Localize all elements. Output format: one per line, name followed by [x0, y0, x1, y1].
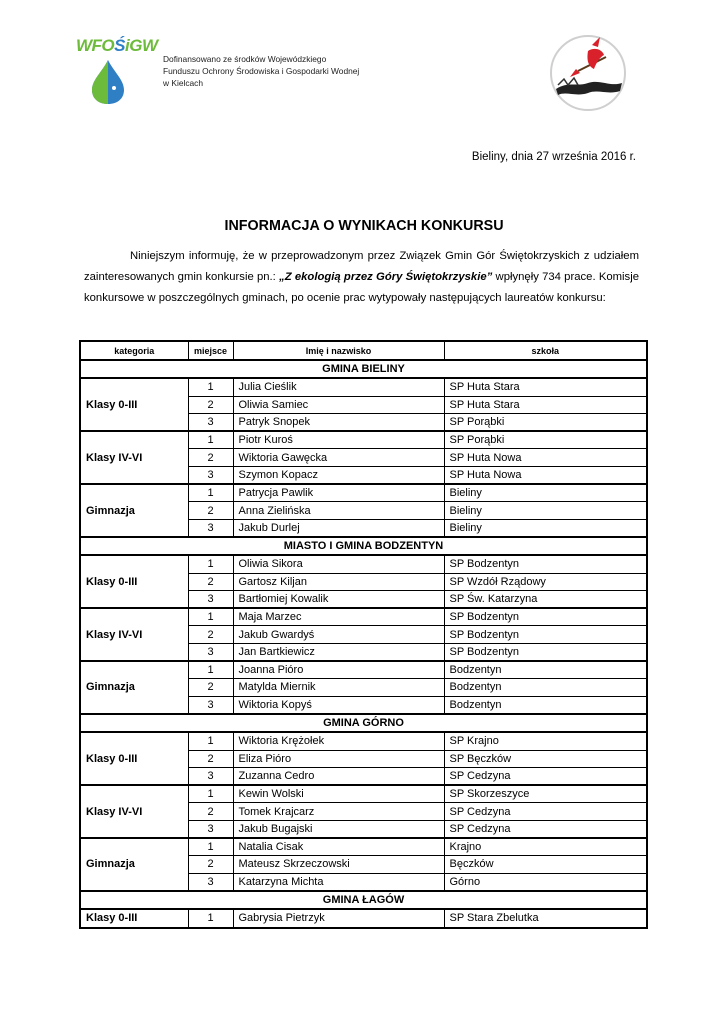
school-cell: Bieliny [444, 502, 647, 519]
section-header [80, 891, 647, 909]
name-cell: Oliwia Sikora [233, 555, 444, 573]
school-cell: SP Bęczków [444, 750, 647, 767]
place-cell: 2 [188, 502, 233, 519]
category-group [80, 378, 647, 431]
category-group [80, 785, 647, 838]
name-cell: Maja Marzec [233, 608, 444, 626]
header-name: Imię i nazwisko [233, 341, 444, 360]
category-group [80, 484, 647, 537]
name-cell: Wiktoria Kopyś [233, 696, 444, 714]
funding-line: Dofinansowano ze środków Wojewódzkiego [163, 54, 327, 64]
place-cell: 1 [188, 909, 233, 927]
category-group [80, 431, 647, 484]
name-cell: Piotr Kuroś [233, 431, 444, 449]
place-cell: 3 [188, 767, 233, 785]
school-cell: Krajno [444, 838, 647, 856]
category-cell: Klasy IV-VI [80, 608, 188, 661]
place-cell: 2 [188, 396, 233, 413]
school-cell: SP Huta Stara [444, 396, 647, 413]
place-cell: 3 [188, 519, 233, 537]
place-cell: 1 [188, 378, 233, 396]
table-row [80, 909, 647, 927]
category-group [80, 732, 647, 785]
name-cell: Gartosz Kiljan [233, 573, 444, 590]
place-cell: 3 [188, 413, 233, 431]
place-cell: 2 [188, 626, 233, 643]
place-cell: 2 [188, 803, 233, 820]
category-group [80, 838, 647, 891]
table-row [80, 484, 647, 502]
intro-text: Niniejszym informuję, że w przeprowadzonym przez Związek Gmin Gór Świętokrzyskich z udziałem zainteresowanych gmin konkursie pn.: [84, 250, 639, 284]
table-header-row [80, 341, 647, 360]
school-cell: SP Porąbki [444, 431, 647, 449]
name-cell: Bartłomiej Kowalik [233, 590, 444, 608]
header-place: miejsce [188, 341, 233, 360]
name-cell: Gabrysia Pietrzyk [233, 909, 444, 927]
category-cell: Klasy 0-III [80, 555, 188, 608]
place-cell: 3 [188, 466, 233, 484]
place-cell: 1 [188, 838, 233, 856]
water-drop-icon [88, 58, 128, 106]
name-cell: Jan Bartkiewicz [233, 643, 444, 661]
place-cell: 2 [188, 449, 233, 466]
school-cell: SP Huta Nowa [444, 466, 647, 484]
name-cell: Wiktoria Gawęcka [233, 449, 444, 466]
name-cell: Patrycja Pawlik [233, 484, 444, 502]
name-cell: Jakub Bugajski [233, 820, 444, 838]
place-cell: 1 [188, 608, 233, 626]
table-row [80, 608, 647, 626]
table-row [80, 378, 647, 396]
school-cell: Bieliny [444, 484, 647, 502]
category-group [80, 909, 647, 927]
category-cell: Gimnazja [80, 661, 188, 714]
school-cell: SP Św. Katarzyna [444, 590, 647, 608]
header-category: kategoria [80, 341, 188, 360]
school-cell: Bieliny [444, 519, 647, 537]
date-line: Bieliny, dnia 27 września 2016 r. [471, 151, 636, 163]
school-cell: SP Krajno [444, 732, 647, 750]
place-cell: 3 [188, 590, 233, 608]
funding-note [163, 53, 393, 89]
results-table [79, 340, 648, 929]
place-cell: 1 [188, 785, 233, 803]
name-cell: Eliza Pióro [233, 750, 444, 767]
school-cell: SP Wzdół Rządowy [444, 573, 647, 590]
school-cell: SP Skorzeszyce [444, 785, 647, 803]
name-cell: Anna Zielińska [233, 502, 444, 519]
school-cell: Bodzentyn [444, 679, 647, 696]
table-row [80, 661, 647, 679]
intro-text-cont: wpłynęły 734 prace. Komisje konkursowe w poszczególnych gminach, po ocenie prac wytypowały następujących laureatów konkursu: [84, 271, 640, 305]
table-row [80, 732, 647, 750]
school-cell: SP Huta Nowa [444, 449, 647, 466]
school-cell: SP Cedzyna [444, 767, 647, 785]
school-cell: Bodzentyn [444, 696, 647, 714]
place-cell: 3 [188, 873, 233, 891]
section-row [80, 537, 647, 555]
name-cell: Jakub Durlej [233, 519, 444, 537]
union-emblem-logo [548, 33, 628, 113]
funding-line: Funduszu Ochrony Środowiska i Gospodarki Wodnej [163, 66, 360, 76]
category-cell: Klasy IV-VI [80, 431, 188, 484]
place-cell: 3 [188, 696, 233, 714]
funding-line: w Kielcach [163, 78, 204, 88]
place-cell: 1 [188, 555, 233, 573]
place-cell: 2 [188, 856, 233, 873]
section-header [80, 537, 647, 555]
school-cell: Bęczków [444, 856, 647, 873]
wfosigw-logo-text: WFOŚiGW [76, 36, 158, 55]
section-title: MIASTO I GMINA BODZENTYN [80, 537, 647, 555]
header-school: szkoła [444, 341, 647, 360]
school-cell: SP Bodzentyn [444, 626, 647, 643]
category-cell: Klasy 0-III [80, 909, 188, 927]
name-cell: Mateusz Skrzeczowski [233, 856, 444, 873]
name-cell: Tomek Krajcarz [233, 803, 444, 820]
contest-name: „Z ekologią przez Góry Świętokrzyskie” [279, 271, 493, 284]
table-row [80, 431, 647, 449]
place-cell: 1 [188, 431, 233, 449]
place-cell: 3 [188, 643, 233, 661]
name-cell: Joanna Pióro [233, 661, 444, 679]
section-title: GMINA BIELINY [80, 360, 647, 378]
section-row [80, 891, 647, 909]
table-row [80, 838, 647, 856]
name-cell: Szymon Kopacz [233, 466, 444, 484]
school-cell: SP Stara Zbelutka [444, 909, 647, 927]
section-header [80, 714, 647, 732]
school-cell: SP Porąbki [444, 413, 647, 431]
wfosigw-logo [76, 36, 158, 108]
name-cell: Matylda Miernik [233, 679, 444, 696]
school-cell: SP Bodzentyn [444, 608, 647, 626]
place-cell: 2 [188, 679, 233, 696]
name-cell: Jakub Gwardyś [233, 626, 444, 643]
place-cell: 1 [188, 732, 233, 750]
name-cell: Patryk Snopek [233, 413, 444, 431]
page-title: INFORMACJA O WYNIKACH KONKURSU [224, 218, 504, 234]
school-cell: SP Cedzyna [444, 820, 647, 838]
intro-paragraph [84, 246, 639, 310]
school-cell: Bodzentyn [444, 661, 647, 679]
school-cell: SP Cedzyna [444, 803, 647, 820]
section-header [80, 360, 647, 378]
name-cell: Julia Cieślik [233, 378, 444, 396]
section-title: GMINA ŁAGÓW [80, 891, 647, 909]
category-group [80, 661, 647, 714]
place-cell: 2 [188, 750, 233, 767]
category-cell: Gimnazja [80, 838, 188, 891]
category-group [80, 608, 647, 661]
table-row [80, 785, 647, 803]
name-cell: Natalia Cisak [233, 838, 444, 856]
category-cell: Klasy 0-III [80, 378, 188, 431]
category-cell: Klasy IV-VI [80, 785, 188, 838]
school-cell: Górno [444, 873, 647, 891]
place-cell: 1 [188, 661, 233, 679]
name-cell: Kewin Wolski [233, 785, 444, 803]
name-cell: Zuzanna Cedro [233, 767, 444, 785]
place-cell: 2 [188, 573, 233, 590]
school-cell: SP Huta Stara [444, 378, 647, 396]
category-cell: Klasy 0-III [80, 732, 188, 785]
section-title: GMINA GÓRNO [80, 714, 647, 732]
category-group [80, 555, 647, 608]
place-cell: 1 [188, 484, 233, 502]
section-row [80, 714, 647, 732]
category-cell: Gimnazja [80, 484, 188, 537]
section-row [80, 360, 647, 378]
school-cell: SP Bodzentyn [444, 555, 647, 573]
school-cell: SP Bodzentyn [444, 643, 647, 661]
table-row [80, 555, 647, 573]
name-cell: Oliwia Samiec [233, 396, 444, 413]
name-cell: Wiktoria Krężołek [233, 732, 444, 750]
name-cell: Katarzyna Michta [233, 873, 444, 891]
place-cell: 3 [188, 820, 233, 838]
